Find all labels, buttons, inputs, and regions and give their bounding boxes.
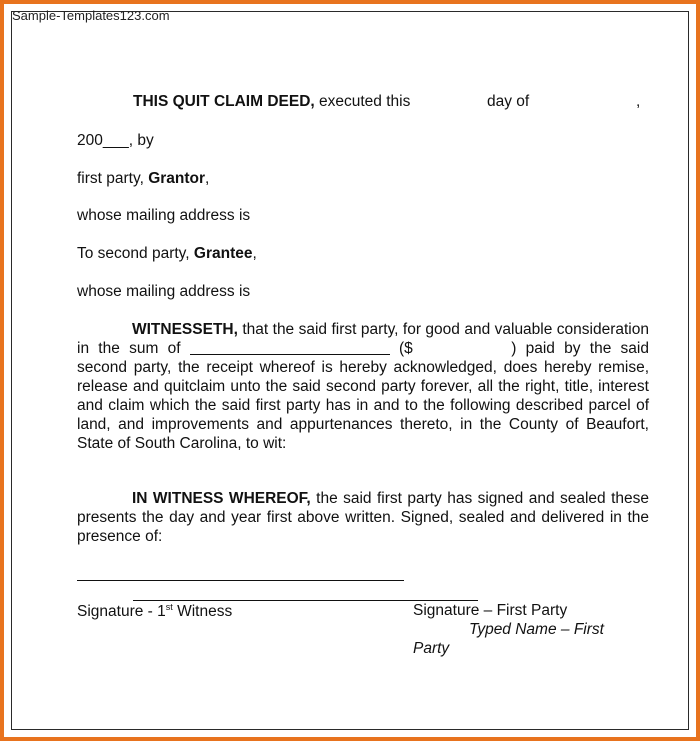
grantee-label: Grantee: [193, 245, 253, 262]
witnesseth-text-2: ($: [389, 340, 422, 357]
executed-text: executed this: [314, 93, 411, 110]
witness-label: IN WITNESS WHEREOF,: [132, 490, 311, 507]
day-of-text: day of: [487, 93, 530, 110]
grantor-label: Grantor: [148, 170, 206, 187]
witness-label-post: Witness: [172, 603, 233, 620]
first-party-prefix: first party,: [77, 170, 149, 187]
typed-name-label: Typed Name – First: [469, 621, 604, 638]
party-signature-line: [133, 600, 478, 601]
witnesseth-paragraph: [77, 320, 649, 453]
amount-words-blank: [190, 340, 390, 355]
watermark: Sample-Templates123.com: [12, 8, 170, 23]
deed-title-line: [133, 93, 410, 111]
grantor-suffix: ,: [205, 170, 210, 187]
party-signature-label: Signature – First Party: [413, 602, 568, 619]
deed-title: THIS QUIT CLAIM DEED,: [133, 93, 315, 110]
typed-name-label-cont: Party: [413, 640, 450, 657]
witness-label-sup: st: [165, 602, 173, 612]
witness-label-pre: Signature - 1: [77, 603, 166, 620]
comma: ,: [636, 93, 641, 110]
year-line: 200___, by: [77, 132, 154, 149]
witness-paragraph: [77, 489, 649, 546]
mailing-address-2: whose mailing address is: [77, 283, 251, 300]
witness-text: the said first party has signed and sealed these presents the day and year first above written. Signed, sealed and delivered in the presence of:: [77, 490, 649, 545]
mailing-address-1: whose mailing address is: [77, 207, 251, 224]
witness-signature-line: [77, 580, 404, 581]
witness-signature-label: [77, 602, 232, 621]
witnesseth-label: WITNESSETH,: [132, 321, 238, 338]
grantee-suffix: ,: [252, 245, 257, 262]
first-party-line: [77, 170, 209, 188]
second-party-prefix: To second party,: [77, 245, 194, 262]
witnesseth-text-1: that the said first party, for good and valuable consideration in the sum of: [77, 321, 649, 357]
second-party-line: [77, 245, 257, 263]
witnesseth-text-3: ) paid by the said second party, the receipt whereof is hereby acknowledged, does hereby remise, release and quitclaim unto the said second party forever, all the right, title, interest and claim which the said first party has in and to the following described parcel of land, and improvements and appurtenances thereto, in the County of Beaufort, State of South Carolina, to wit:: [77, 340, 649, 452]
